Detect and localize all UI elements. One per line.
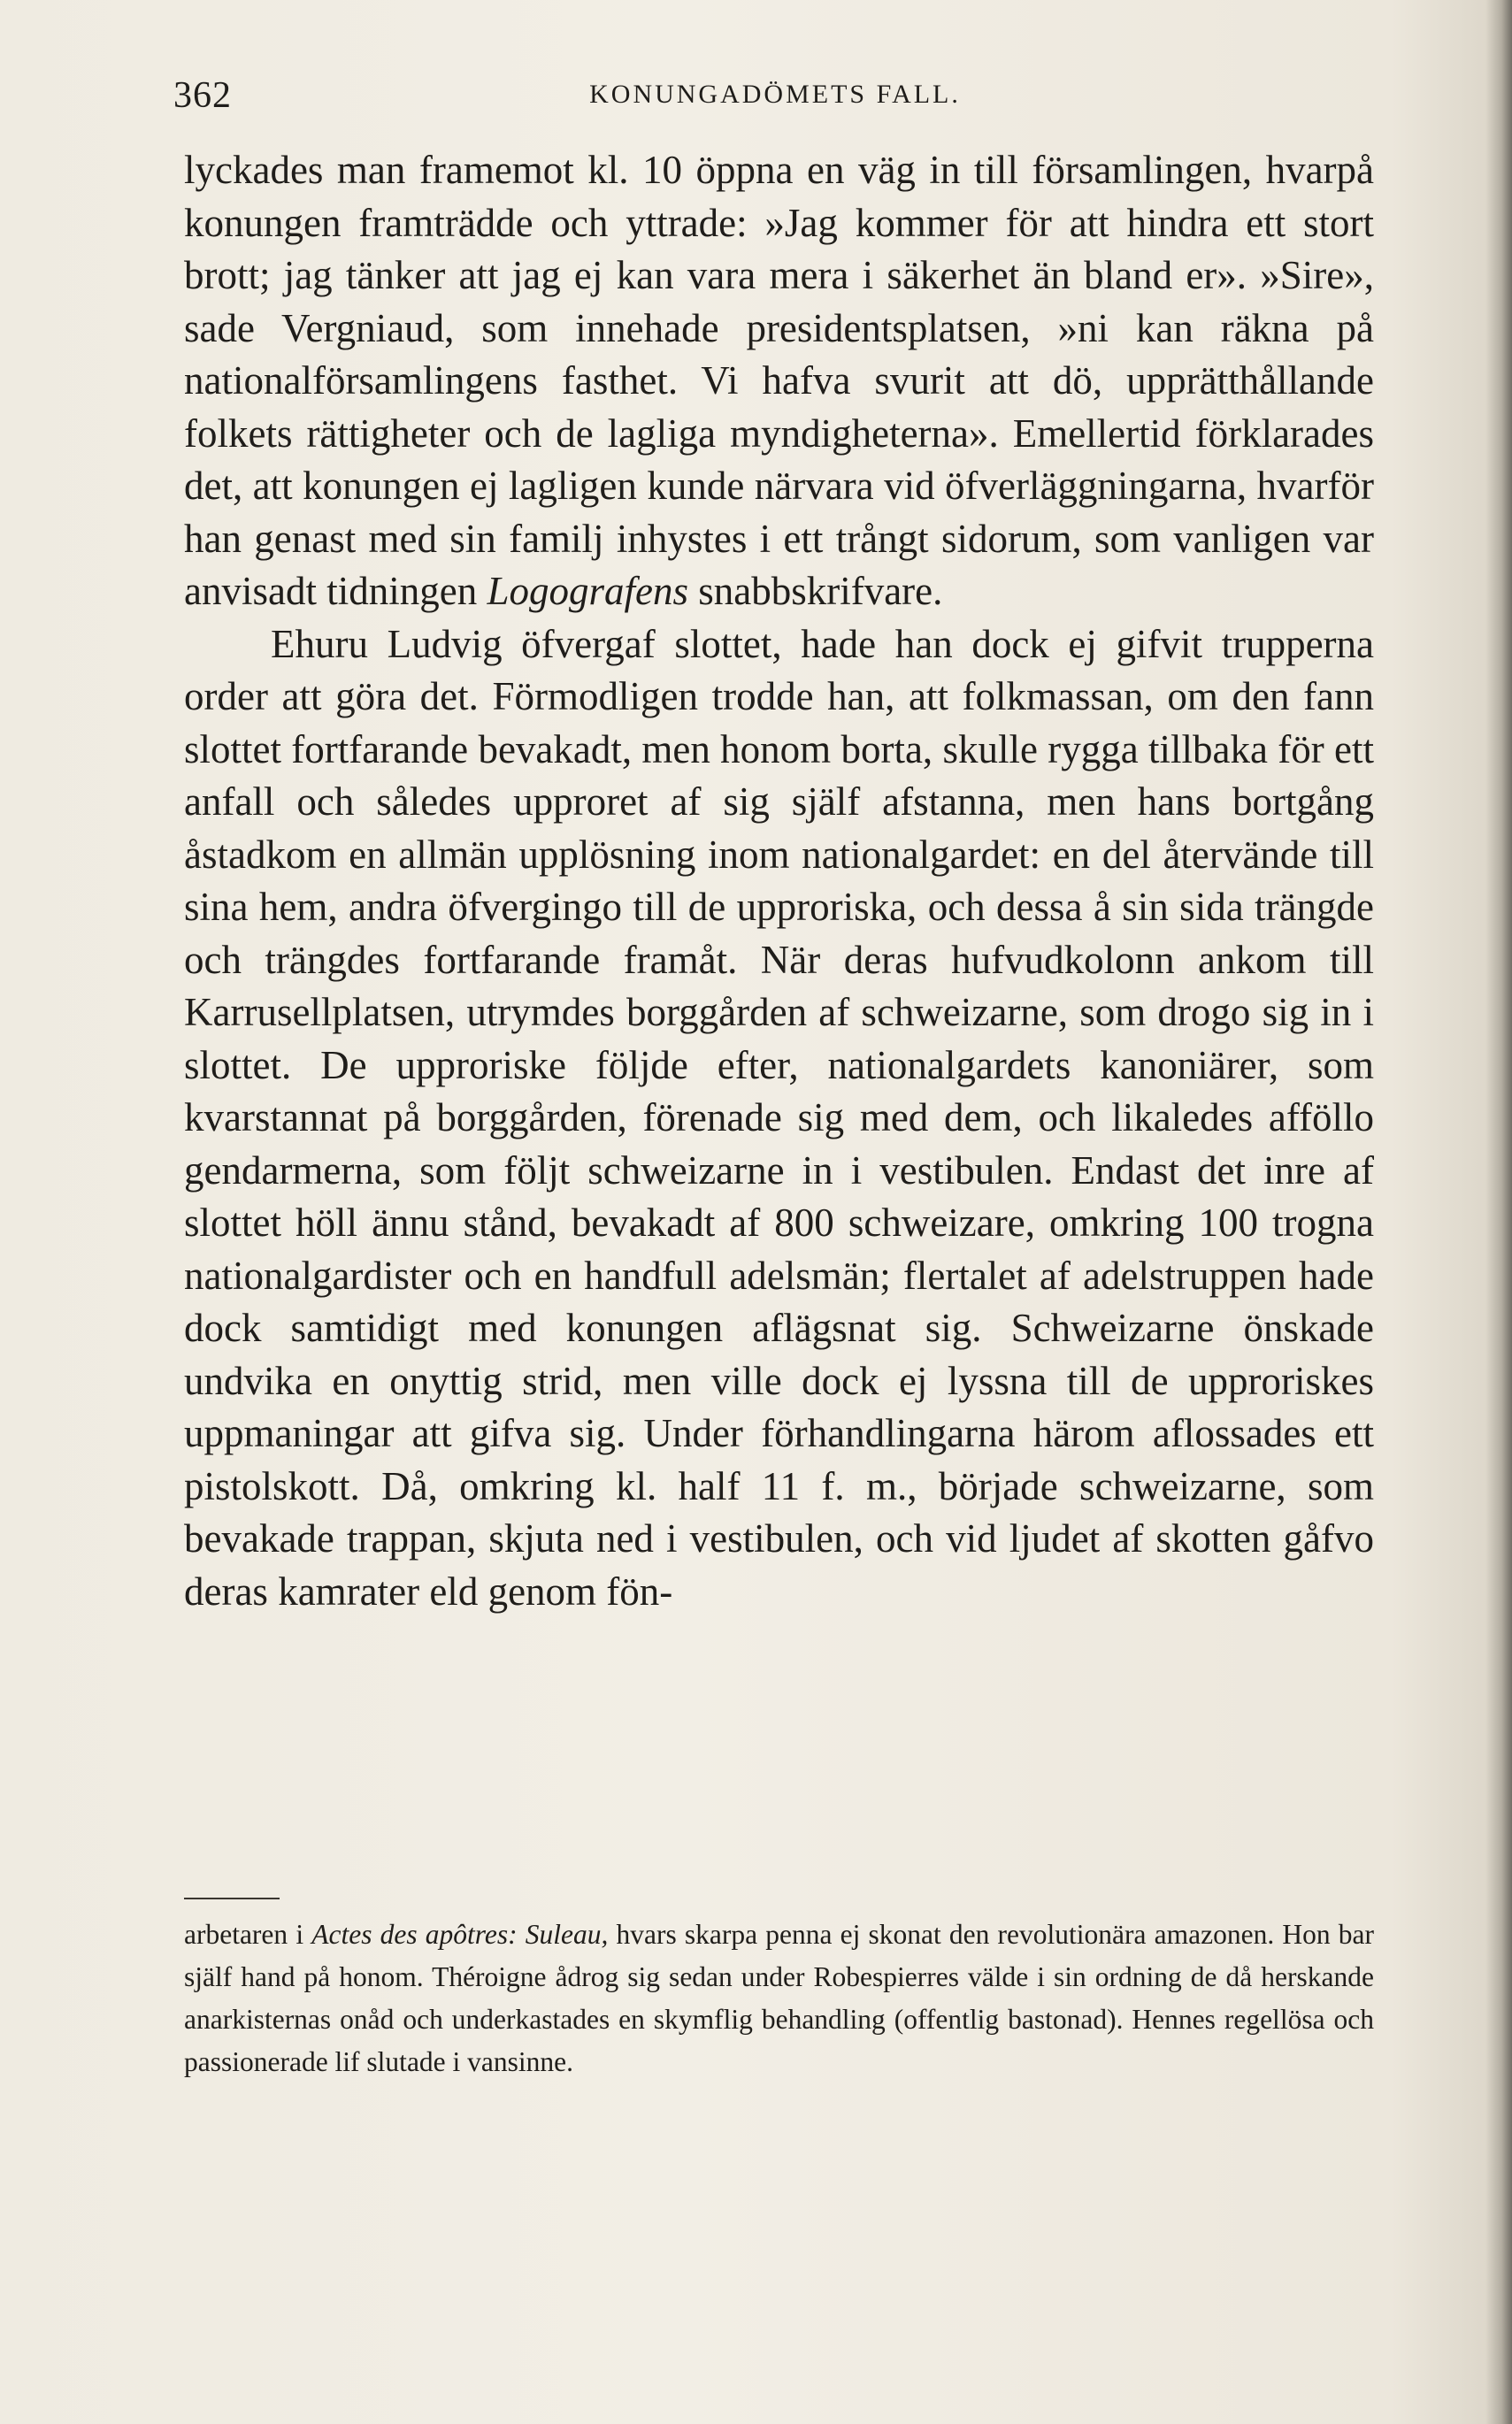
running-title: KONUNGADÖMETS FALL. (589, 80, 961, 109)
page-number: 362 (173, 75, 232, 116)
paragraph-1-italic-logografens: Logografens (487, 569, 688, 613)
footnote (184, 1914, 1374, 2083)
paragraph-1-text-a: lyckades man framemot kl. 10 öppna en väg in till församlingen, hvarpå konungen framträdde och yttrade: »Jag kommer för att hindra ett stort brott; jag tänker att jag ej kan vara mera i säkerhet än bland er». »Sire», sade Vergniaud, som innehade presidentsplatsen, »ni kan räkna på nationalförsamlingens fasthet. Vi hafva svurit att dö, upprätthållande folkets rättigheter och de lagliga myndigheterna». Emellertid förklarades det, att konungen ej lagligen kunde närvara vid öfverläggningarna, hvarför han genast med sin familj inhystes i ett trångt sidorum, som vanligen var anvisadt tidningen (184, 148, 1374, 613)
footnote-divider (184, 1898, 280, 1899)
paragraph-1-text-b: snabbskrifvare. (687, 569, 943, 613)
footnote-text-b: hvars skarpa penna ej skonat den revolutionära amazonen. Hon bar själf hand på honom. Théroigne ådrog sig sedan under Robespierres välde i sin ordning de då herskande anarkisternas onåd och underkastades en skymflig behandling (offentlig bastonad). Hennes regellösa och passionerade lif slutade i vansinne. (184, 1919, 1374, 2077)
footnote-paragraph (184, 1914, 1374, 2083)
paragraph-1 (184, 144, 1374, 618)
body-text (184, 144, 1374, 1618)
page-header (173, 74, 1377, 127)
paragraph-2: Ehuru Ludvig öfvergaf slottet, hade han dock ej gifvit trupperna order att göra det. Förmodligen trodde han, att folkmassan, om den fann slottet fortfarande bevakadt, men honom borta, skulle rygga tillbaka för ett anfall och således upproret af sig själf afstanna, men hans bortgång åstadkom en allmän upplösning inom nationalgardet: en del återvände till sina hem, andra öfvergingo till de upproriska, och dessa å sin sida trängde och trängdes fortfarande framåt. När deras hufvudkolonn ankom till Karrusellplatsen, utrymdes borggården af schweizarne, som drogo sig in i slottet. De upproriske följde efter, nationalgardets kanoniärer, som kvarstannat på borggården, förenade sig med dem, och likaledes afföllo gendarmerna, som följt schweizarne in i vestibulen. Endast det inre af slottet höll ännu stånd, bevakadt af 800 schweizare, omkring 100 trogna nationalgardister och en handfull adelsmän; flertalet af adelstruppen hade dock samtidigt med konungen aflägsnat sig. Schweizarne önskade undvika en onyttig strid, men ville dock ej lyssna till de upproriskes uppmaningar att gifva sig. Under förhandlingarna härom aflossades ett pistolskott. Då, omkring kl. half 11 f. m., började schweizarne, som bevakade trappan, skjuta ned i vestibulen, och vid ljudet af skotten gåfvo deras kamrater eld genom fön- (184, 621, 1374, 1614)
footnote-italic-title: Actes des apôtres: Suleau, (311, 1919, 609, 1950)
footnote-text-a: arbetaren i (184, 1919, 312, 1950)
page-edge-shadow (1485, 0, 1512, 2424)
